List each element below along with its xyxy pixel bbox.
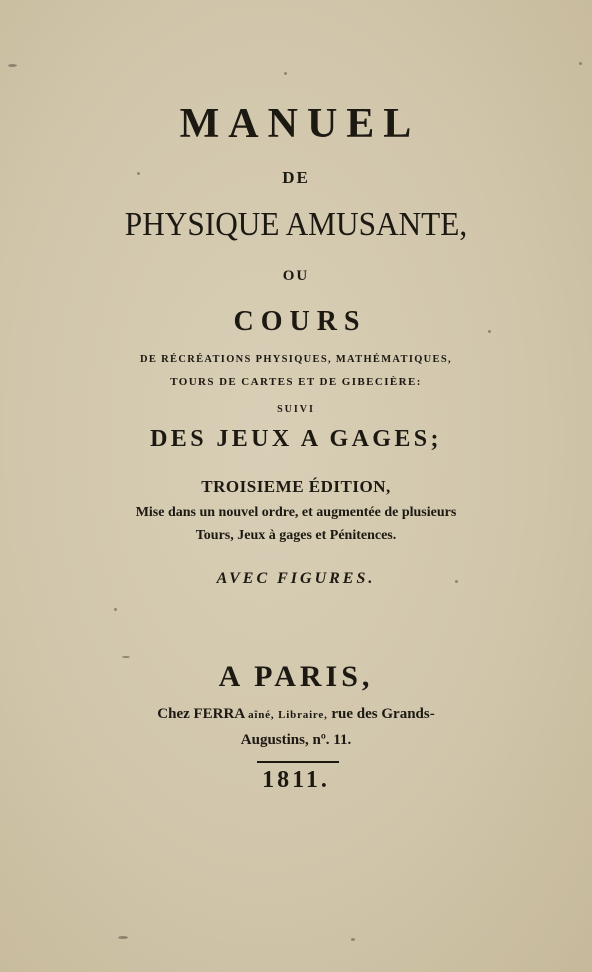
subtitle-jeux: DES JEUX A GAGES; xyxy=(150,426,442,452)
imprint-chez: Chez xyxy=(157,706,190,722)
book-subject: PHYSIQUE AMUSANTE, xyxy=(124,206,468,243)
book-cours: COURS xyxy=(233,306,367,337)
paper-speck xyxy=(114,608,117,611)
edition-note-2: Tours, Jeux à gages et Pénitences. xyxy=(195,528,397,543)
imprint-publisher: FERRA xyxy=(193,706,245,722)
imprint-publisher-line xyxy=(0,706,592,723)
publication-year: 1811. xyxy=(262,767,330,793)
imprint-aine: aîné, xyxy=(248,709,275,721)
imprint-city: A PARIS, xyxy=(218,660,374,693)
title-connector-de: DE xyxy=(282,168,310,187)
imprint-address-2: Augustins, nº. 11. xyxy=(240,732,352,748)
title-connector-ou: OU xyxy=(282,268,310,284)
imprint-address-1: rue des Grands- xyxy=(331,706,435,722)
paper-speck xyxy=(579,62,582,65)
paper-speck xyxy=(118,936,128,939)
paper-speck xyxy=(351,938,355,941)
edition-figures: AVEC FIGURES. xyxy=(216,570,376,587)
paper-speck xyxy=(8,64,17,67)
edition-label: TROISIEME ÉDITION, xyxy=(201,477,391,496)
subtitle-line-1: DE RÉCRÉATIONS PHYSIQUES, MATHÉMATIQUES, xyxy=(140,353,452,365)
imprint-libraire: Libraire, xyxy=(278,709,328,721)
paper-speck xyxy=(122,656,130,658)
edition-note-1: Mise dans un nouvel ordre, et augmentée de plusieurs xyxy=(135,505,457,520)
subtitle-suivi: SUIVI xyxy=(277,404,315,415)
book-title: MANUEL xyxy=(179,101,421,147)
subtitle-line-2: TOURS DE CARTES ET DE GIBECIÈRE: xyxy=(170,376,422,388)
paper-speck xyxy=(284,72,287,75)
separator-rule xyxy=(257,761,339,763)
